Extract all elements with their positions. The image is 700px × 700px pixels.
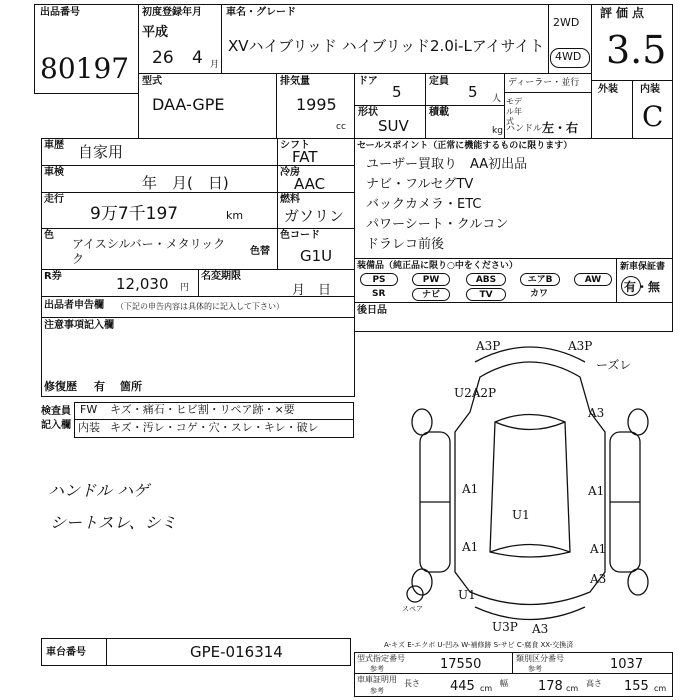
inspector-row-divider: [74, 419, 354, 420]
lot-number: 80197: [40, 52, 130, 85]
capacity-label: 定員: [429, 76, 449, 87]
wheel: [412, 409, 432, 435]
diagram-mark: U1: [512, 508, 530, 522]
handwritten-note: シートスレ、シミ: [50, 513, 177, 532]
inspector-label-2: 記入欄: [41, 420, 71, 431]
interior-label: 内装: [640, 84, 660, 95]
repair-value: 有: [94, 380, 105, 393]
registration-label: 初度登録年月: [142, 7, 202, 18]
chassis-label: 車台番号: [46, 647, 86, 658]
history-value: 自家用: [78, 143, 124, 161]
category-sub: 参考: [528, 665, 542, 673]
displacement-value: 1995: [296, 95, 337, 114]
diagram-mark: A3: [532, 622, 549, 636]
mileage-label: 走行: [44, 194, 64, 205]
displacement-unit: cc: [336, 122, 346, 132]
warranty-value: 有・無: [624, 280, 661, 294]
warranty-label: 新車保証書: [620, 262, 666, 272]
inspector-row2-prefix: 内装: [78, 421, 100, 434]
legend: A-キズ E-エクボ U-凹み W-補修跡 S-サビ C-腐食 XX-交換済: [384, 641, 574, 649]
spare-label: スペア: [402, 605, 423, 613]
selling-point-line: バックカメラ・ETC: [366, 197, 482, 212]
shape-label: 形状: [358, 107, 378, 118]
model-year-label: モデル年式: [506, 97, 522, 126]
color-code-value: G1U: [300, 247, 333, 265]
inspector-row1: キズ・痛石・ヒビ割・リペア跡・×要: [110, 403, 295, 416]
doors-label: ドア: [358, 76, 378, 87]
name-change-value: 月 日: [292, 283, 332, 298]
diagram-mark: A3: [588, 406, 605, 420]
registration-month: 4: [192, 48, 203, 68]
width-value: 178: [538, 679, 563, 694]
recycle-unit: 円: [180, 283, 190, 293]
spare-tire: [407, 586, 423, 602]
displacement-label: 排気量: [280, 76, 310, 87]
car-rear-glass: [490, 545, 570, 553]
score-split: [632, 80, 633, 139]
dimensions-sub: 参考: [370, 687, 384, 695]
length-unit: cm: [480, 684, 493, 693]
diagram-mark: A1: [462, 482, 479, 496]
rear-label: 後日品: [357, 305, 387, 316]
lot-label: 出品番号: [40, 7, 80, 18]
dimensions-label: 車庫証明用: [357, 675, 397, 684]
registration-year: 26: [152, 48, 174, 68]
height-label: 高さ: [586, 679, 602, 688]
recycle-label: R券: [44, 271, 62, 282]
repair-label: 修復歴: [44, 380, 77, 393]
exterior-label: 外装: [598, 84, 618, 95]
type-designation-value: 17550: [440, 657, 482, 672]
equip-aw: AW: [574, 273, 612, 286]
equip-sr: SR: [372, 289, 386, 299]
declaration-note: （下記の申告内容は具体的に記入して下さい）: [116, 302, 284, 311]
history-box: [41, 138, 278, 166]
inspector-label-1: 検査員: [41, 406, 71, 417]
shift-label: シフト: [280, 140, 310, 151]
chassis-value: GPE-016314: [190, 643, 283, 661]
drive-2wd: 2WD: [553, 16, 580, 29]
recycle-value: 12,030: [116, 275, 169, 293]
category-value: 1037: [610, 657, 644, 672]
inspector-row2: キズ・汚レ・コゲ・穴・スレ・キレ・破レ: [110, 421, 319, 434]
model-value: DAA-GPE: [152, 95, 225, 114]
mileage-value: 9万7千197: [90, 204, 179, 224]
fuel-value: ガソリン: [284, 207, 345, 225]
handwritten-note: ハンドル ハゲ: [48, 481, 150, 500]
car-diagram: [400, 332, 660, 636]
color-label: 色: [44, 230, 54, 241]
inspection-value: 年 月( 日): [142, 174, 229, 192]
fuel-label: 燃料: [280, 194, 300, 205]
capacity-unit: 人: [492, 94, 502, 104]
handle-label: ハンドル: [506, 124, 543, 134]
rear-bumper: [475, 607, 585, 620]
wheel: [628, 569, 648, 595]
equip-pw: PW: [412, 273, 450, 286]
dealer-label: ディーラー・並行: [508, 78, 580, 88]
type-designation-label: 型式指定番号: [357, 654, 405, 663]
equip-leather: カワ: [530, 289, 549, 299]
diagram-mark: A3P: [476, 339, 501, 353]
inspector-row1-prefix: FW: [80, 403, 98, 416]
shift-value: FAT: [292, 148, 318, 166]
car-name-value: XVハイブリッド ハイブリッド2.0i-Lアイサイト: [228, 37, 545, 55]
diagram-mark: U1: [458, 588, 476, 602]
equipment-label: 装備品（純正品に限り○中をください）: [357, 261, 518, 271]
ac-label: 冷房: [280, 167, 300, 178]
chassis-divider: [106, 638, 107, 666]
diagram-mark: U2A2P: [454, 386, 497, 400]
history-label: 車歴: [44, 140, 64, 151]
interior-value: C: [642, 100, 664, 133]
color-swap-label: 色替: [250, 246, 270, 257]
height-value: 155: [624, 679, 649, 694]
equip-abs: ABS: [466, 273, 506, 286]
equip-ps: PS: [360, 273, 398, 286]
color-value-line2: ク: [72, 252, 85, 266]
registration-era: 平成: [142, 25, 169, 40]
handle-value: 左・右: [542, 121, 579, 135]
diagram-mark: U3P: [492, 620, 518, 634]
score-label: 評価点: [600, 6, 649, 20]
diagram-mark: A3P: [568, 339, 593, 353]
load-label: 積載: [429, 107, 449, 118]
car-name-label: 車名・グレード: [226, 7, 296, 18]
registration-month-unit: 月: [210, 60, 220, 70]
selling-point-line: ドラレコ前後: [366, 237, 445, 252]
diagram-mark: ーズレ: [596, 358, 632, 372]
doors-value: 5: [392, 83, 402, 101]
type-designation-sub: 参考: [370, 665, 384, 673]
car-front-glass: [495, 422, 565, 430]
diagram-mark: A1: [590, 542, 607, 556]
selling-points-label: セールスポイント（正常に機能するものに限ります）: [357, 141, 573, 151]
inspection-label: 車検: [44, 167, 64, 178]
mileage-unit: km: [226, 209, 244, 222]
width-unit: cm: [566, 684, 579, 693]
height-unit: cm: [654, 684, 667, 693]
color-code-label: 色コード: [280, 230, 320, 241]
load-unit: kg: [492, 126, 503, 136]
car-roof: [490, 415, 570, 558]
category-label: 類別区分番号: [516, 654, 564, 663]
length-value: 445: [450, 679, 475, 694]
color-value: アイスシルバー・メタリック: [72, 237, 226, 251]
selling-point-line: ユーザー買取り AA初出品: [366, 157, 528, 172]
selling-point-line: パワーシート・クルコン: [366, 217, 509, 232]
diagram-mark: A1: [462, 540, 479, 554]
diagram-mark: A3: [590, 572, 607, 586]
equip-navi: ナビ: [412, 288, 450, 301]
drive-4wd: 4WD: [555, 50, 582, 63]
spec-divider: [512, 652, 513, 674]
ac-value: AAC: [294, 175, 326, 193]
warranty-circle: [621, 276, 641, 296]
length-label: 長さ: [404, 679, 420, 688]
equip-tv: TV: [466, 288, 506, 301]
equip-airbag: エアB: [520, 273, 560, 286]
model-label: 型式: [142, 76, 162, 87]
shape-value: SUV: [378, 117, 409, 135]
width-label: 幅: [500, 679, 508, 688]
capacity-value: 5: [468, 83, 478, 101]
notes-label: 注意事項記入欄: [44, 320, 114, 331]
declaration-label: 出品者申告欄: [44, 300, 104, 311]
score-value: 3.5: [606, 28, 667, 72]
rear-box: [354, 302, 673, 332]
diagram-mark: A1: [588, 484, 605, 498]
selling-point-line: ナビ・フルセグTV: [366, 177, 474, 192]
name-change-label: 名変期限: [201, 271, 241, 282]
wheel: [628, 409, 648, 435]
repair-suffix: 箇所: [120, 380, 142, 393]
